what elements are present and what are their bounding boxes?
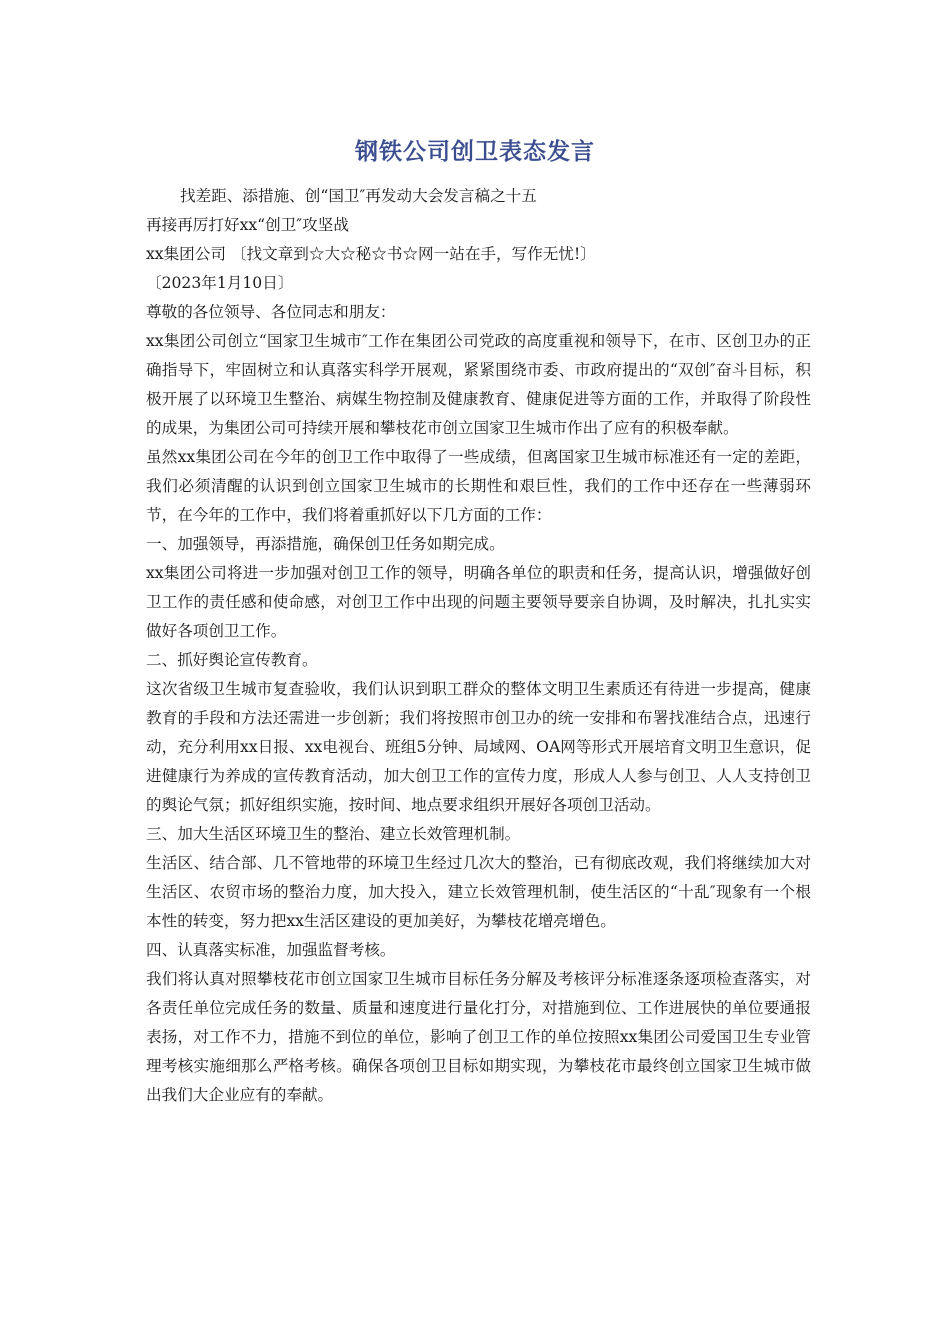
- document-body: [146, 182, 811, 1110]
- section-heading: 四、认真落实标准，加强监督考核。: [146, 941, 396, 959]
- body-paragraph: xx集团公司将进一步加强对创卫工作的领导，明确各单位的职责和任务，提高认识，增强做好创卫工作的责任感和使命感，对创卫工作中出现的问题主要领导要亲自协调，及时解决，扎扎实实做好各项创卫工作。: [146, 564, 811, 640]
- subtitle-line: 找差距、添措施、创“国卫″再发动大会发言稿之十五: [180, 187, 537, 205]
- section-heading: 三、加大生活区环境卫生的整治、建立长效管理机制。: [146, 825, 521, 843]
- salutation: 尊敬的各位领导、各位同志和朋友：: [146, 303, 396, 321]
- section-heading: 一、加强领导，再添措施，确保创卫任务如期完成。: [146, 535, 505, 553]
- body-paragraph: xx集团公司创立“国家卫生城市″工作在集团公司党政的高度重视和领导下，在市、区创卫办的正确指导下，牢固树立和认真落实科学开展观，紧紧围绕市委、市政府提出的“双创″奋斗目标，积极开展了以环境卫生整治、病媒生物控制及健康教育、健康促进等方面的工作，并取得了阶段性的成果，为集团公司可持续开展和攀枝花市创立国家卫生城市作出了应有的积极奉献。: [146, 332, 811, 437]
- body-paragraph: 我们将认真对照攀枝花市创立国家卫生城市目标任务分解及考核评分标准逐条逐项检查落实，对各责任单位完成任务的数量、质量和速度进行量化打分，对措施到位、工作进展快的单位要通报表扬，对工作不力，措施不到位的单位，影响了创卫工作的单位按照xx集团公司爱国卫生专业管理考核实施细那么严格考核。确保各项创卫目标如期实现，为攀枝花市最终创立国家卫生城市做出我们大企业应有的奉献。: [146, 970, 811, 1104]
- section-heading: 二、抓好舆论宣传教育。: [146, 651, 318, 669]
- body-paragraph: 虽然xx集团公司在今年的创卫工作中取得了一些成绩，但离国家卫生城市标准还有一定的差距，我们必须清醒的认识到创立国家卫生城市的长期性和艰巨性，我们的工作中还存在一些薄弱环节，在今年的工作中，我们将着重抓好以下几方面的工作：: [146, 448, 811, 524]
- body-paragraph: 生活区、结合部、几不管地带的环境卫生经过几次大的整治，已有彻底改观，我们将继续加大对生活区、农贸市场的整治力度，加大投入，建立长效管理机制，使生活区的“十乱″现象有一个根本性的转变，努力把xx生活区建设的更加美好，为攀枝花增亮增色。: [146, 854, 811, 930]
- body-paragraph: 这次省级卫生城市复查验收，我们认识到职工群众的整体文明卫生素质还有待进一步提高，健康教育的手段和方法还需进一步创新；我们将按照市创卫办的统一安排和布署找准结合点，迅速行动，充分利用xx日报、xx电视台、班组5分钟、局域网、OA网等形式开展培育文明卫生意识，促进健康行为养成的宣传教育活动，加大创卫工作的宣传力度，形成人人参与创卫、人人支持创卫的舆论气氛；抓好组织实施，按时间、地点要求组织开展好各项创卫活动。: [146, 680, 811, 814]
- speaker-organization: xx集团公司 〔找文章到☆大☆秘☆书☆网一站在手，写作无忧!〕: [146, 245, 596, 263]
- document-title: 钢铁公司创卫表态发言: [355, 139, 595, 165]
- speech-heading: 再接再厉打好xx“创卫″攻坚战: [146, 216, 349, 234]
- speech-date: 〔2023年1月10日〕: [146, 274, 294, 292]
